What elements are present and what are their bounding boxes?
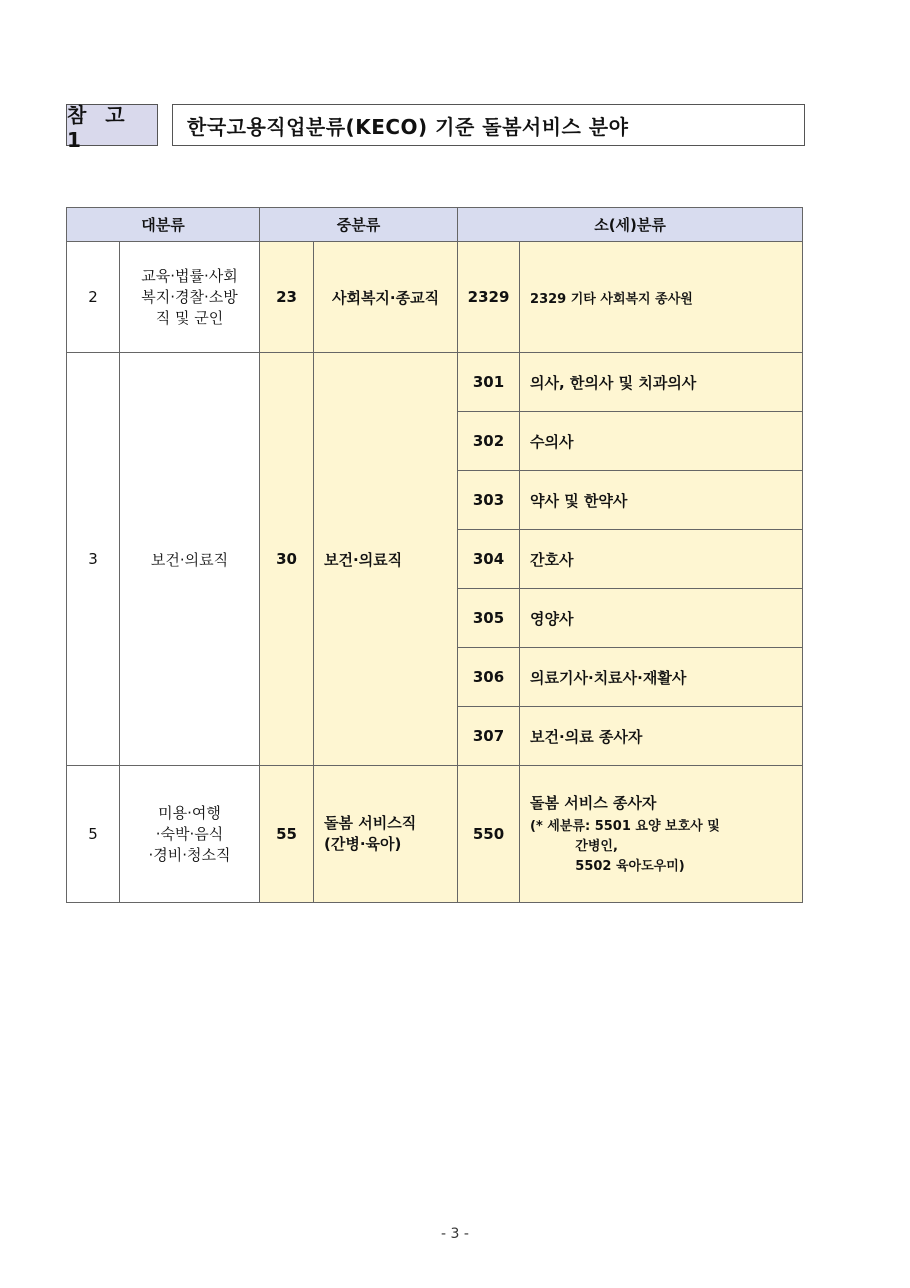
page-number: - 3 -	[441, 1226, 469, 1242]
table-row	[67, 242, 803, 353]
minor-code: 303	[458, 471, 520, 530]
table-header-row	[67, 208, 803, 242]
minor-code: 301	[458, 353, 520, 412]
minor-name: 수의사	[520, 412, 803, 471]
minor-code: 2329	[458, 242, 520, 353]
minor-name: 간호사	[520, 530, 803, 589]
document-title: 한국고용직업분류(KECO) 기준 돌봄서비스 분야	[172, 104, 805, 146]
minor-name: 2329 기타 사회복지 종사원	[520, 242, 803, 353]
major-code: 5	[67, 766, 120, 903]
mid-name: 돌봄 서비스직 (간병·육아)	[314, 766, 458, 903]
header-major: 대분류	[67, 208, 260, 242]
classification-table	[66, 207, 803, 903]
major-name: 보건·의료직	[120, 353, 260, 766]
minor-code: 307	[458, 707, 520, 766]
minor-name: 의료기사·치료사·재활사	[520, 648, 803, 707]
mid-code: 55	[260, 766, 314, 903]
major-name: 교육·법률·사회 복지·경찰·소방 직 및 군인	[120, 242, 260, 353]
minor-code: 306	[458, 648, 520, 707]
minor-code: 550	[458, 766, 520, 903]
minor-name: 보건·의료 종사자	[520, 707, 803, 766]
minor-note: (* 세분류: 5501 요양 보호사 및 간병인, 5502 육아도우미)	[530, 818, 720, 874]
mid-name: 사회복지·종교직	[314, 242, 458, 353]
table-row	[67, 353, 803, 412]
minor-code: 302	[458, 412, 520, 471]
mid-name: 보건·의료직	[314, 353, 458, 766]
major-code: 2	[67, 242, 120, 353]
minor-name: 의사, 한의사 및 치과의사	[520, 353, 803, 412]
minor-name: 돌봄 서비스 종사자	[530, 793, 657, 812]
reference-label: 참 고 1	[66, 104, 158, 146]
minor-code: 305	[458, 589, 520, 648]
minor-name: 약사 및 한약사	[520, 471, 803, 530]
mid-code: 30	[260, 353, 314, 766]
major-code: 3	[67, 353, 120, 766]
minor-code: 304	[458, 530, 520, 589]
header-minor: 소(세)분류	[458, 208, 803, 242]
minor-cell	[520, 766, 803, 903]
header-mid: 중분류	[260, 208, 458, 242]
major-name: 미용·여행 ·숙박·음식 ·경비·청소직	[120, 766, 260, 903]
table-row	[67, 766, 803, 903]
minor-name: 영양사	[520, 589, 803, 648]
mid-code: 23	[260, 242, 314, 353]
